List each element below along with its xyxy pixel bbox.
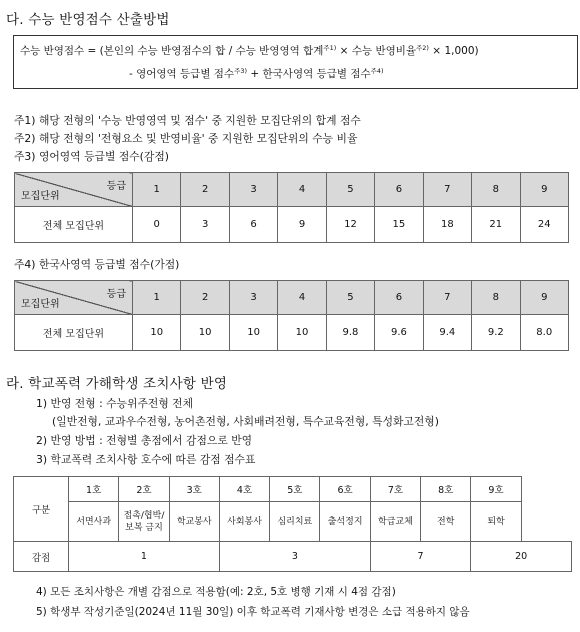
table-cell: 3	[181, 207, 229, 243]
measure-name: 전학	[421, 502, 471, 542]
grade-header: 7	[423, 173, 471, 207]
table-cell: 24	[520, 207, 569, 243]
table-cell: 8.0	[520, 315, 569, 351]
grade-header: 7	[423, 281, 471, 315]
deduct-value: 3	[219, 542, 370, 572]
row-head: 구분	[14, 477, 69, 542]
grade-header: 5	[326, 281, 374, 315]
deduct-value: 1	[69, 542, 220, 572]
measure-number: 6호	[320, 477, 370, 502]
measure-name: 출석정지	[320, 502, 370, 542]
measure-number: 7호	[370, 477, 420, 502]
measure-name: 퇴학	[471, 502, 521, 542]
item-1-detail: (일반전형, 교과우수전형, 농어촌전형, 사회배려전형, 특수교육전형, 특성화고전형)	[52, 415, 439, 428]
table-cell: 0	[133, 207, 181, 243]
grade-header: 9	[520, 173, 569, 207]
grade-header: 9	[520, 281, 569, 315]
measure-number: 4호	[219, 477, 269, 502]
note-4: 주4) 한국사영역 등급별 점수(가점)	[14, 258, 180, 271]
measure-name: 학급교체	[370, 502, 420, 542]
grade-header: 1	[133, 173, 181, 207]
measure-name: 접촉/협박/ 보복 금지	[119, 502, 169, 542]
grade-header: 2	[181, 281, 229, 315]
table-cell: 12	[326, 207, 374, 243]
table-row	[15, 207, 569, 243]
measure-name: 사회봉사	[219, 502, 269, 542]
row-label: 전체 모집단위	[15, 315, 133, 351]
table-row	[14, 542, 572, 572]
violence-deduction-table	[13, 476, 572, 572]
deduct-label: 감점	[14, 542, 69, 572]
measure-name: 심리치료	[270, 502, 320, 542]
formula-line-1: 수능 반영점수 = (본인의 수능 반영점수의 합 / 수능 반영영역 합계$^{주1)}$ × 수능 반영비율$^{주2)}$ × 1,000)	[20, 44, 479, 57]
measure-number: 1호	[69, 477, 119, 502]
footnote-5: 5) 학생부 작성기준일(2024년 11월 30일) 이후 학교폭력 기재사항 변경은 소급 적용하지 않음	[36, 606, 470, 618]
table-corner-header: 등급 모집단위	[15, 173, 133, 207]
table-cell: 9	[278, 207, 326, 243]
table-row	[15, 315, 569, 351]
grade-header: 3	[229, 173, 277, 207]
footnote-4: 4) 모든 조치사항은 개별 감점으로 적용함(예: 2호, 5호 병행 기재 시 4점 감점)	[36, 586, 396, 598]
table-cell: 21	[472, 207, 520, 243]
measure-name: 서면사과	[69, 502, 119, 542]
table-cell: 10	[229, 315, 277, 351]
table-cell: 15	[375, 207, 423, 243]
grade-header: 4	[278, 281, 326, 315]
note-1: 주1) 해당 전형의 '수능 반영영역 및 점수' 중 지원한 모집단위의 합계 점수	[14, 114, 361, 127]
grade-header: 6	[375, 173, 423, 207]
table-cell: 18	[423, 207, 471, 243]
row-label: 전체 모집단위	[15, 207, 133, 243]
table-cell: 9.4	[423, 315, 471, 351]
measure-number: 9호	[471, 477, 521, 502]
note-3: 주3) 영어영역 등급별 점수(감점)	[14, 150, 169, 163]
formula-box	[13, 35, 578, 89]
measure-name: 학교봉사	[169, 502, 219, 542]
english-grade-table	[14, 172, 569, 243]
measure-number: 2호	[119, 477, 169, 502]
formula-line-2: - 영어영역 등급별 점수$^{주3)}$ + 한국사영역 등급별 점수$^{주4)}$	[129, 67, 384, 80]
table-cell: 10	[278, 315, 326, 351]
measure-number: 8호	[421, 477, 471, 502]
grade-header: 8	[472, 281, 520, 315]
grade-header: 8	[472, 173, 520, 207]
item-3: 3) 학교폭력 조치사항 호수에 따른 감점 점수표	[36, 453, 256, 466]
grade-header: 6	[375, 281, 423, 315]
item-1: 1) 반영 전형 : 수능위주전형 전체	[36, 397, 194, 410]
table-cell: 10	[181, 315, 229, 351]
table-cell: 9.8	[326, 315, 374, 351]
note-2: 주2) 해당 전형의 '전형요소 및 반영비율' 중 지원한 모집단위의 수능 비율	[14, 132, 358, 145]
table-cell: 9.6	[375, 315, 423, 351]
section-title-score-method: 다. 수능 반영점수 산출방법	[6, 12, 170, 28]
measure-number: 5호	[270, 477, 320, 502]
table-cell: 9.2	[472, 315, 520, 351]
deduct-value: 7	[370, 542, 471, 572]
grade-header: 1	[133, 281, 181, 315]
grade-header: 5	[326, 173, 374, 207]
grade-header: 2	[181, 173, 229, 207]
section-title-school-violence: 라. 학교폭력 가해학생 조치사항 반영	[6, 376, 228, 392]
table-cell: 10	[133, 315, 181, 351]
history-grade-table	[14, 280, 569, 351]
item-2: 2) 반영 방법 : 전형별 총점에서 감점으로 반영	[36, 434, 253, 447]
grade-header: 4	[278, 173, 326, 207]
grade-header: 3	[229, 281, 277, 315]
table-cell: 6	[229, 207, 277, 243]
deduct-value: 20	[471, 542, 572, 572]
table-corner-header: 등급 모집단위	[15, 281, 133, 315]
measure-number: 3호	[169, 477, 219, 502]
